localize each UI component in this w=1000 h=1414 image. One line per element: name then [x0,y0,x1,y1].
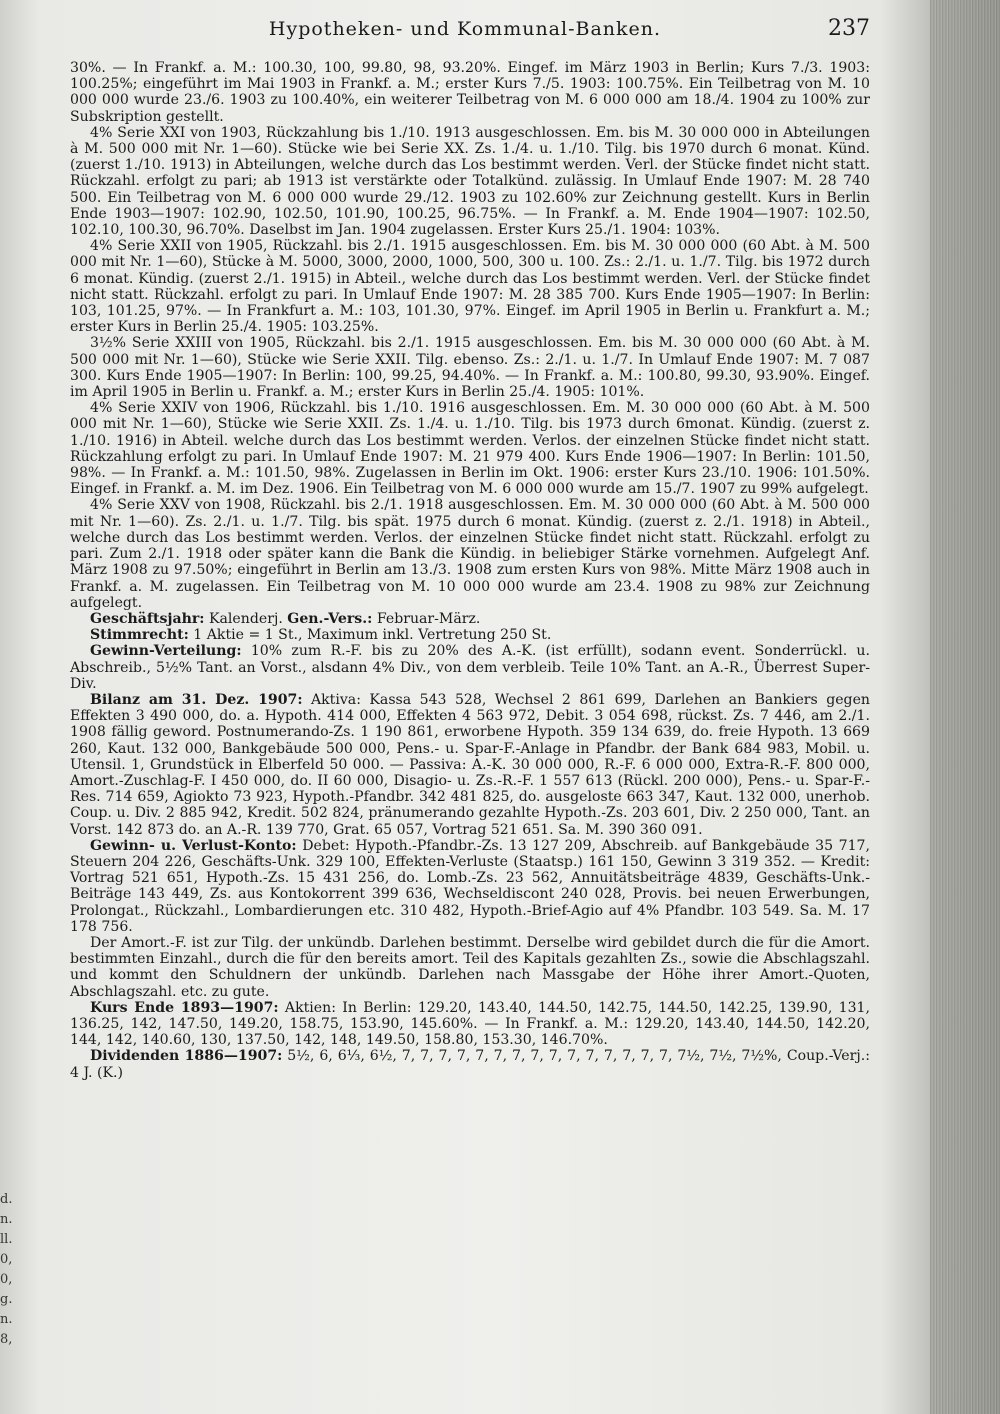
paragraph-dividenden [70,1048,870,1080]
page-header [60,14,870,44]
paragraph-serie-xxii: 4% Serie XXII von 1905, Rückzahl. bis 2./1. 1915 ausgeschlossen. Em. bis M. 30 000 000 (60 Abt. à M. 500 000 mit Nr. 1—60), Stücke à M. 5000, 3000, 2000, 1000, 500, 300 u. 100. Zs.: 2./1. u. 1./7. Tilg. bis 1972 durch 6 monat. Kündig. (zuerst 2./1. 1915) in Abteil., welche durch das Los bestimmt werden. Verl. der Stücke findet nicht statt. Rückzahl. erfolgt zu pari. In Umlauf Ende 1907: M. 28 385 700. Kurs Ende 1905—1907: In Berlin: 103, 101.25, 97%. — In Frankfurt a. M.: 103, 101.30, 97%. Eingef. im April 1905 in Berlin u. Frankfurt a. M.; erster Kurs in Berlin 25./4. 1905: 103.25%. [70,238,870,336]
margin-note: n. [0,1312,13,1327]
paragraph-gewinn-verteilung [70,643,870,692]
text-stimmrecht: 1 Aktie = 1 St., Maximum inkl. Vertretung 250 St. [188,627,552,644]
book-page-edge [930,0,1000,1414]
label-gewinn-verteilung: Gewinn-Verteilung: [90,643,242,660]
label-dividenden: Dividenden 1886—1907: [90,1048,283,1065]
label-geschaeftsjahr: Geschäftsjahr: [90,610,205,627]
text-kurs: Aktien: In Berlin: 129.20, 143.40, 144.50, 142.75, 144.50, 142.25, 139.90, 131, 136.25, 142, 147.50, 149.20, 158.75, 153.90, 145.60%. — In Frankf. a. M.: 129.20, 143.40, 144.50, 142.20, 144, 142, 140.60, 130, 137.50, 142, 148, 149.50, 158.80, 153.30, 146.70%. [70,999,870,1049]
running-title: Hypotheken- und Kommunal-Banken. [268,18,662,40]
paragraph-stimmrecht [70,627,870,643]
main-text [70,60,870,1081]
margin-note: 0, [0,1272,13,1287]
paragraph-serie-xxiii: 3½% Serie XXIII von 1905, Rückzahl. bis 2./1. 1915 ausgeschlossen. Em. bis M. 30 000 000 (60 Abt. à M. 500 000 mit Nr. 1—60), Stücke wie Serie XXII. Tilg. ebenso. Zs.: 2./1. u. 1./7. In Umlauf Ende 1907: M. 7 087 300. Kurs Ende 1905—1907: In Berlin: 100, 99.25, 94.40%. — In Frankf. a. M.: 100.80, 99.30, 93.90%. Eingef. im April 1905 in Berlin u. Frankf. a. M.; erster Kurs in Berlin 25./4. 1905: 101%. [70,335,870,401]
label-gewinn-verlust: Gewinn- u. Verlust-Konto: [90,837,297,854]
paragraph-serie-xxv: 4% Serie XXV von 1908, Rückzahl. bis 2./1. 1918 ausgeschlossen. Em. M. 30 000 000 (60 Abt. à M. 500 000 mit Nr. 1—60). Zs. 2./1. u. 1./7. Tilg. bis spät. 1975 durch 6 monat. Kündig. (zuerst z. 2./1. 1918) in Abteil., welche durch das Los bestimmt werden. Verlos. der einzelnen Stücke findet nicht statt. Rückzahl. erfolgt zu pari. Zum 2./1. 1918 oder später kann die Bank die Kündig. in beliebiger Stärke vornehmen. Aufgelegt Anf. März 1908 zu 97.50%; eingeführt in Berlin am 13./3. 1908 zum ersten Kurs von 98%. Mitte März 1908 auch in Frankf. a. M. zugelassen. Ein Teilbetrag von M. 10 000 000 wurde am 23.4. 1908 zu 98% zur Zeichnung aufgelegt. [70,497,870,611]
text-gewinn-verteilung: 10% zum R.-F. bis zu 20% des A.-K. (ist erfüllt), sodann event. Sonderrückl. u. Abschreib., 5½% Tant. an Vorst., alsdann 4% Div., von dem verbleib. Teile 10% Tant. an A.-R., Überrest Super-Div. [70,643,870,692]
text-dividenden: 5½, 6, 6⅓, 6½, 7, 7, 7, 7, 7, 7, 7, 7, 7, 7, 7, 7, 7, 7, 7, 7½, 7½, 7½%, Coup.-Verj.: 4 J. (K.) [70,1048,870,1081]
margin-note: n. [0,1212,13,1227]
margin-notes [0,1190,14,1350]
paragraph-gewinn-verlust [70,838,870,935]
paragraph-bilanz [70,692,870,838]
margin-note: ll. [0,1232,13,1247]
text-geschaeftsjahr: Kalenderj. [204,610,288,627]
label-kurs: Kurs Ende 1893—1907: [90,999,279,1016]
margin-note: 8, [0,1332,13,1347]
label-stimmrecht: Stimmrecht: [90,627,189,644]
text-gewinn-verlust: Debet: Hypoth.-Pfandbr.-Zs. 13 127 209, Abschreib. auf Bankgebäude 35 717, Steuern 204 226, Geschäfts-Unk. 329 100, Effekten-Verluste (Staatsp.) 161 150, Gewinn 3 319 352. — Kredit: Vortrag 521 651, Hypoth.-Zs. 15 431 256, do. Lomb.-Zs. 23 562, Annuitätsbeiträge 4839, Geschäfts-Unk.-Beiträge 143 449, Zs. aus Kontokorrent 399 636, Wechseldiscont 240 028, Provis. bei neuen Erwerbungen, Prolongat., Rückzahl., Lombardierungen etc. 310 482, Hypoth.-Brief-Agio auf 4% Pfandbr. 103 549. Sa. M. 17 178 756. [70,837,870,935]
margin-note: 0, [0,1252,13,1267]
text-bilanz: Aktiva: Kassa 543 528, Wechsel 2 861 699, Darlehen an Bankiers gegen Effekten 3 490 000, do. a. Hypoth. 414 000, Effekten 4 563 972, Debit. 3 054 698, rückst. Zs. 7 446, am 2./1. 1908 fällig geword. Postnumerando-Zs. 1 190 861, erworbene Hypoth. 359 134 639, do. freie Hypoth. 13 669 260, Kaut. 132 000, Bankgebäude 500 000, Pens.- u. Spar-F.-Anlage in Pfandbr. der Bank 684 983, Mobil. u. Utensil. 1, Grundstück in Elberfeld 50 000. — Passiva: A.-K. 30 000 000, R.-F. 6 000 000, Extra-R.-F. 800 000, Amort.-Zuschlag-F. I 450 000, do. II 60 000, Disagio- u. Zs.-R.-F. 1 557 613 (Rückl. 200 000), Pens.- u. Spar-F.-Res. 714 659, Agiokto 73 923, Hypoth.-Pfandbr. 342 481 825, do. ausgeloste 663 347, Kaut. 132 000, unerhob. Coup. u. Div. 2 885 942, Kredit. 502 824, pränumerando gezahlte Hypoth.-Zs. 203 601, Div. 2 250 000, Tant. an Vorst. 142 873 do. an A.-R. 139 770, Grat. 65 057, Vortrag 521 651. Sa. M. 390 360 091. [70,691,870,838]
paragraph-geschaeftsjahr [70,611,870,627]
page-number: 237 [828,16,870,41]
label-gen-vers: Gen.-Vers.: [287,610,373,627]
text-gen-vers: Februar-März. [372,610,481,627]
margin-note: d. [0,1192,13,1207]
paragraph-serie-xxi: 4% Serie XXI von 1903, Rückzahlung bis 1./10. 1913 ausgeschlossen. Em. bis M. 30 000 000 in Abteilungen à M. 500 000 mit Nr. 1—60). Stücke wie bei Serie XX. Zs. 1./4. u. 1./10. Tilg. bis 1970 durch 6 monat. Künd. (zuerst 1./10. 1913) in Abteilungen, welche durch das Los bestimmt werden. Verl. der Stücke findet nicht statt. Rückzahl. erfolgt zu pari; ab 1913 ist verstärkte oder Totalkünd. zulässig. In Umlauf Ende 1907: M. 28 740 500. Ein Teilbetrag von M. 6 000 000 wurde 29./12. 1903 zu 102.60% zur Zeichnung gestellt. Kurs in Berlin Ende 1903—1907: 102.90, 102.50, 101.90, 100.25, 96.75%. — In Frankf. a. M. Ende 1904—1907: 102.50, 102.10, 100.30, 96.70%. Daselbst im Jan. 1904 zugelassen. Erster Kurs 25./1. 1904: 103%. [70,124,870,239]
label-bilanz: Bilanz am 31. Dez. 1907: [90,691,303,708]
paragraph-amort-f: Der Amort.-F. ist zur Tilg. der unkündb. Darlehen bestimmt. Derselbe wird gebildet durch die für die Amort. bestimmten Einzahl., durch die für den bereits amort. Teil des Kapitals gezahlten Zs., sowie die Abschlagszahl. und kommt den Schuldnern der unkündb. Darlehen nach Massgabe der Höhe ihrer Amort.-Quoten, Abschlagszahl. etc. zu gute. [70,934,870,1000]
paragraph-serie-xxiv: 4% Serie XXIV von 1906, Rückzahl. bis 1./10. 1916 ausgeschlossen. Em. M. 30 000 000 (60 Abt. à M. 500 000 mit Nr. 1—60), Stücke wie Serie XXII. Zs. 1./4. u. 1./10. Tilg. bis 1973 durch 6monat. Kündig. (zuerst z. 1./10. 1916) in Abteil. welche durch das Los bestimmt werden. Verlos. der einzelnen Stücke findet nicht statt. Rückzahlung erfolgt zu pari. In Umlauf Ende 1907: M. 21 979 400. Kurs Ende 1906—1907: In Berlin: 101.50, 98%. — In Frankf. a. M.: 101.50, 98%. Zugelassen in Berlin im Okt. 1906: erster Kurs 23./10. 1906: 101.50%. Eingef. in Frankf. a. M. im Dez. 1906. Ein Teilbetrag von M. 6 000 000 wurde am 15./7. 1907 zu 99% aufgelegt. [70,400,870,498]
margin-note: g. [0,1292,13,1307]
paragraph-serie-xx-cont: 30%. — In Frankf. a. M.: 100.30, 100, 99.80, 98, 93.20%. Eingef. im März 1903 in Berlin; Kurs 7./3. 1903: 100.25%; eingeführt im Mai 1903 in Frankf. a. M.; erster Kurs 7./5. 1903: 100.75%. Ein Teilbetrag von M. 10 000 000 wurde 23./6. 1903 zu 100.40%, ein weiterer Teilbetrag von M. 6 000 000 am 18./4. 1904 zu 100% zur Subskription gestellt. [70,60,870,125]
paragraph-kurs [70,1000,870,1049]
